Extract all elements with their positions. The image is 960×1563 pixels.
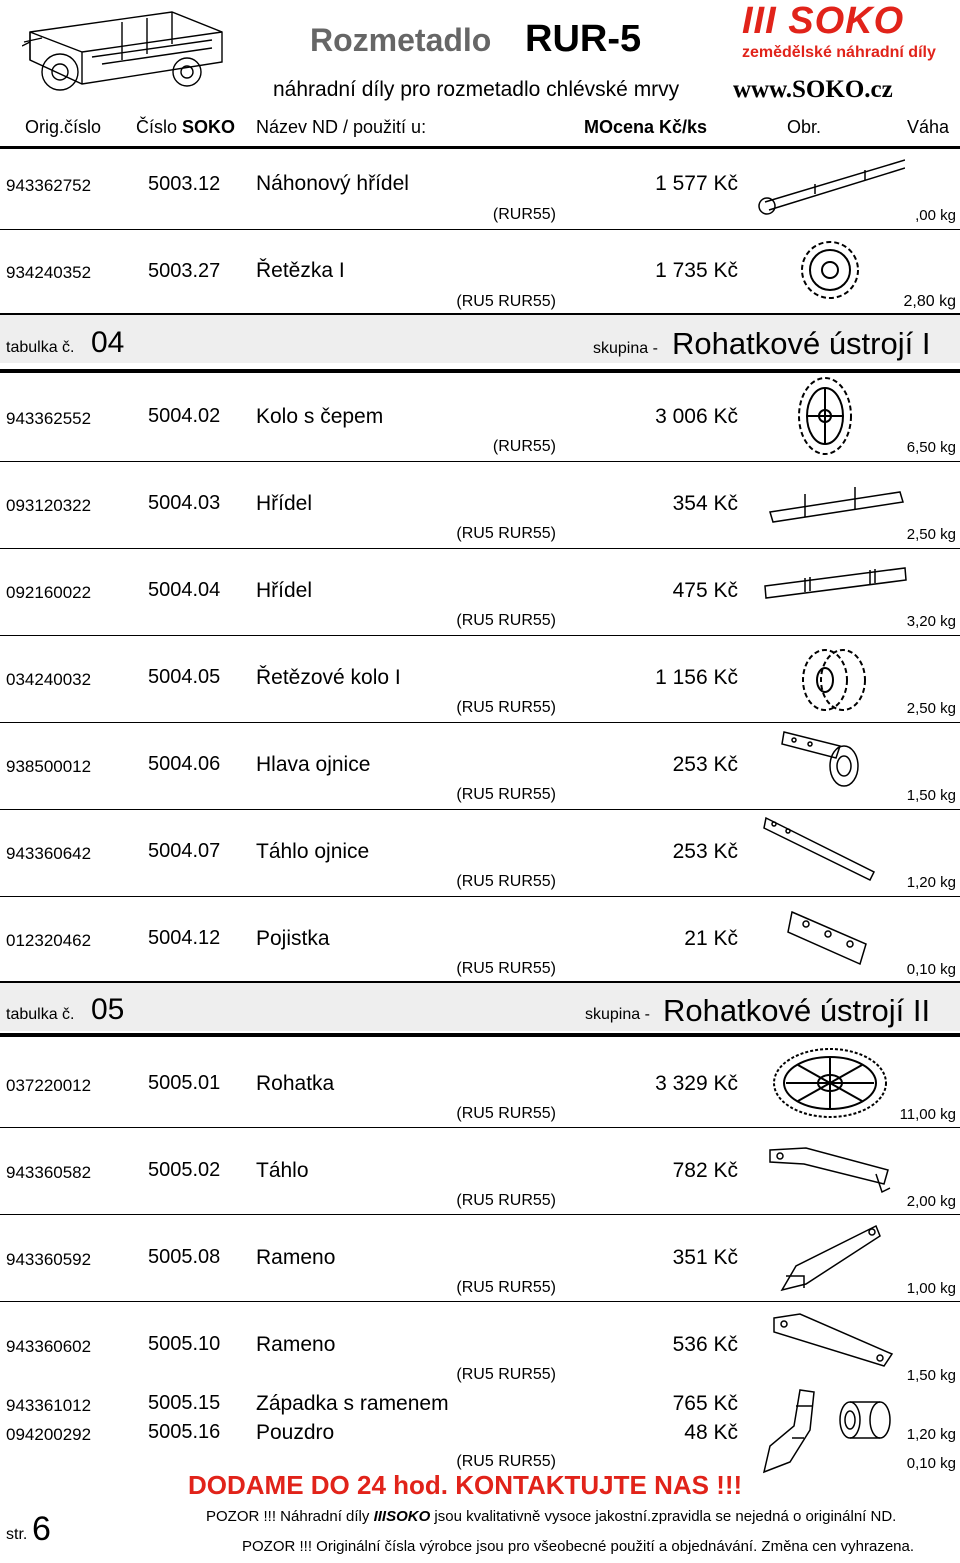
part-weight: 1,50 kg xyxy=(906,787,956,804)
arm-icon xyxy=(776,1220,886,1298)
part-price: 253 Kč xyxy=(672,840,738,863)
col-price: MOcena Kč/ks xyxy=(584,117,708,137)
shaft-icon xyxy=(765,472,915,544)
spreader-illustration xyxy=(22,2,227,102)
part-usage: (RU5 RUR55) xyxy=(456,786,556,803)
part-price: 3 006 Kč xyxy=(655,405,738,428)
part-name: Řetězové kolo I xyxy=(256,666,401,689)
orig-number: 934240352 xyxy=(6,263,92,282)
orig-number: 943362752 xyxy=(6,176,92,195)
title-model: RUR-5 xyxy=(525,18,642,60)
part-price: 253 Kč xyxy=(672,753,738,776)
part-number: 5004.03 xyxy=(148,492,221,514)
part-name: Kolo s čepem xyxy=(256,405,384,428)
orig-number: 094200292 xyxy=(6,1425,92,1444)
part-price: 354 Kč xyxy=(672,492,738,515)
part-number: 5004.07 xyxy=(148,840,221,862)
table-number: 04 xyxy=(91,326,125,359)
double-sprocket-icon xyxy=(795,640,875,720)
section-bottom-line xyxy=(0,369,960,373)
part-price: 782 Kč xyxy=(672,1159,738,1182)
part-weight: 0,10 kg xyxy=(906,961,956,978)
group-label: skupina - xyxy=(585,1006,650,1023)
col-img: Obr. xyxy=(787,117,822,137)
part-price: 3 329 Kč xyxy=(655,1072,738,1095)
part-number: 5005.02 xyxy=(148,1159,221,1181)
orig-number: 943360642 xyxy=(6,844,92,863)
table-number: 05 xyxy=(91,993,125,1026)
orig-number: 093120322 xyxy=(6,496,92,515)
part-name: Rohatka xyxy=(256,1072,335,1095)
pawl-icon xyxy=(760,1386,830,1478)
arm-plate-icon xyxy=(770,1310,900,1370)
order-note: POZOR !!! Originální čísla výrobce jsou pro všeobecné použití a objednávání. Změna cen vyhrazena. xyxy=(242,1538,915,1555)
orig-number: 943361012 xyxy=(6,1396,92,1415)
part-usage: (RU5 RUR55) xyxy=(456,1366,556,1383)
part-price: 1 735 Kč xyxy=(655,259,738,282)
part-number: 5004.02 xyxy=(148,405,221,427)
part-weight: 2,50 kg xyxy=(906,526,956,543)
part-usage: (RUR55) xyxy=(492,206,556,223)
orig-number: 092160022 xyxy=(6,583,92,602)
part-usage: (RU5 RUR55) xyxy=(456,293,556,310)
row-divider xyxy=(0,461,960,462)
part-price: 21 Kč xyxy=(684,927,738,950)
part-weight: 1,20 kg xyxy=(906,1426,956,1443)
part-name: Západka s ramenem xyxy=(256,1392,449,1415)
part-number: 5004.05 xyxy=(148,666,221,688)
safety-plate-icon xyxy=(786,904,876,974)
part-usage: (RU5 RUR55) xyxy=(456,1192,556,1209)
row-divider xyxy=(0,1127,960,1128)
part-name: Táhlo ojnice xyxy=(256,840,370,863)
sprocket-icon xyxy=(790,234,870,306)
wheel-sprocket-icon xyxy=(795,374,855,458)
part-number: 5005.01 xyxy=(148,1072,221,1094)
part-name: Řetězka I xyxy=(256,259,345,282)
part-weight: 3,20 kg xyxy=(906,613,956,630)
part-number: 5003.12 xyxy=(148,173,221,195)
orig-number: 943360582 xyxy=(6,1163,92,1182)
part-name: Pojistka xyxy=(256,927,330,950)
orig-number: 012320462 xyxy=(6,931,92,950)
part-weight: 1,50 kg xyxy=(906,1367,956,1384)
table-label: tabulka č. xyxy=(6,339,75,356)
part-weight: 0,10 kg xyxy=(906,1455,956,1472)
row-divider xyxy=(0,548,960,549)
page-number: 6 xyxy=(32,1510,51,1548)
header-divider xyxy=(0,146,960,149)
part-price: 48 Kč xyxy=(684,1421,738,1444)
rod-bar-icon xyxy=(762,814,882,886)
part-name: Hlava ojnice xyxy=(256,753,371,776)
part-usage: (RUR55) xyxy=(492,438,556,455)
part-weight: 11,00 kg xyxy=(899,1106,956,1123)
link-bar-icon xyxy=(766,1140,896,1200)
row-divider xyxy=(0,1301,960,1302)
title-prefix: Rozmetadlo xyxy=(310,22,492,58)
part-weight: 2,50 kg xyxy=(906,700,956,717)
part-number: 5005.08 xyxy=(148,1246,221,1268)
row-divider xyxy=(0,1214,960,1215)
orig-number: 037220012 xyxy=(6,1076,92,1095)
row-divider xyxy=(0,809,960,810)
part-number: 5005.16 xyxy=(148,1421,221,1443)
note-brand: IIISOKO xyxy=(373,1508,431,1525)
part-weight: 2,80 kg xyxy=(903,293,956,310)
row-divider xyxy=(0,722,960,723)
group-label: skupina - xyxy=(593,340,658,357)
part-price: 475 Kč xyxy=(672,579,738,602)
section-bottom-line xyxy=(0,1033,960,1037)
part-number: 5003.27 xyxy=(148,260,221,282)
part-weight: 2,00 kg xyxy=(906,1193,956,1210)
part-number: 5004.04 xyxy=(148,579,221,601)
row-divider xyxy=(0,896,960,897)
part-weight: 6,50 kg xyxy=(906,439,956,456)
part-usage: (RU5 RUR55) xyxy=(456,525,556,542)
part-usage: (RU5 RUR55) xyxy=(456,699,556,716)
part-usage: (RU5 RUR55) xyxy=(456,1453,556,1470)
bushing-icon xyxy=(836,1396,892,1444)
part-price: 536 Kč xyxy=(672,1333,738,1356)
part-number: 5004.12 xyxy=(148,927,221,949)
group-name: Rohatkové ústrojí II xyxy=(663,993,931,1028)
orig-number: 943360592 xyxy=(6,1250,92,1269)
part-number: 5005.10 xyxy=(148,1333,221,1355)
part-number: 5004.06 xyxy=(148,753,221,775)
part-price: 1 156 Kč xyxy=(655,666,738,689)
orig-number: 034240032 xyxy=(6,670,92,689)
part-name: Táhlo xyxy=(256,1159,309,1182)
col-orig: Orig.číslo xyxy=(25,117,102,137)
col-weight: Váha xyxy=(907,117,950,137)
part-price: 351 Kč xyxy=(672,1246,738,1269)
part-usage: (RU5 RUR55) xyxy=(456,873,556,890)
part-name: Rameno xyxy=(256,1333,336,1356)
part-name: Pouzdro xyxy=(256,1421,335,1444)
row-divider xyxy=(0,635,960,636)
rod-head-icon xyxy=(780,728,870,793)
col-cislo: Číslo SOKO xyxy=(136,117,236,137)
ratchet-wheel-icon xyxy=(770,1045,890,1121)
part-name: Hřídel xyxy=(256,579,313,602)
table-label: tabulka č. xyxy=(6,1006,75,1023)
part-number: 5005.15 xyxy=(148,1392,221,1414)
promo-banner: DODAME DO 24 hod. KONTAKTUJTE NAS !!! xyxy=(188,1470,743,1500)
part-weight: ,00 kg xyxy=(915,207,956,224)
part-usage: (RU5 RUR55) xyxy=(456,1105,556,1122)
quality-note: POZOR !!! Náhradní díly IIISOKO jsou kvalitativně vysoce jakostní.zpravidla se nejedná o originální ND. xyxy=(206,1508,897,1525)
shaft-splined-icon xyxy=(760,556,910,628)
part-weight: 1,20 kg xyxy=(906,874,956,891)
page-label: str. xyxy=(6,1526,28,1543)
part-price: 1 577 Kč xyxy=(655,172,738,195)
part-price: 765 Kč xyxy=(672,1392,738,1415)
part-weight: 1,00 kg xyxy=(906,1280,956,1297)
col-name: Název ND / použití u: xyxy=(256,117,427,137)
part-name: Rameno xyxy=(256,1246,336,1269)
brand-tagline: zemědělské náhradní díly xyxy=(742,44,936,61)
orig-number: 943362552 xyxy=(6,409,92,428)
shaft-long-icon xyxy=(755,152,905,224)
website-link[interactable]: www.SOKO.cz xyxy=(733,76,893,103)
row-divider xyxy=(0,229,960,230)
part-name: Náhonový hřídel xyxy=(256,172,409,195)
orig-number: 938500012 xyxy=(6,757,92,776)
part-usage: (RU5 RUR55) xyxy=(456,960,556,977)
brand-logo: III SOKO xyxy=(742,0,905,42)
part-usage: (RU5 RUR55) xyxy=(456,612,556,629)
part-usage: (RU5 RUR55) xyxy=(456,1279,556,1296)
part-name: Hřídel xyxy=(256,492,313,515)
col-cislo-brand: SOKO xyxy=(182,117,236,137)
subtitle: náhradní díly pro rozmetadlo chlévské mrvy xyxy=(273,78,680,101)
orig-number: 943360602 xyxy=(6,1337,92,1356)
group-name: Rohatkové ústrojí I xyxy=(672,326,931,361)
